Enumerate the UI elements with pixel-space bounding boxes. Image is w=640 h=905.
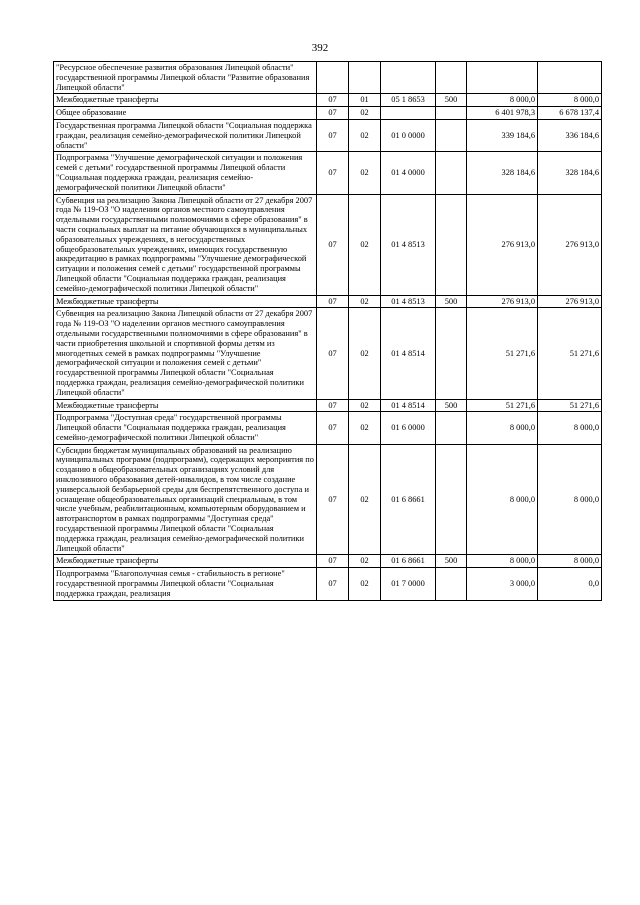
row-target-code: 01 4 8513 <box>381 295 436 308</box>
row-target-code: 01 7 0000 <box>381 568 436 600</box>
row-subsection: 02 <box>349 152 381 194</box>
row-expense-type <box>436 308 467 399</box>
row-section: 07 <box>317 94 349 107</box>
row-amount-2: 8 000,0 <box>538 412 602 444</box>
row-name: Субвенция на реализацию Закона Липецкой области от 27 декабря 2007 года № 119-ОЗ "О наделении органов местного самоуправления отдельными государственными полномочиями в сфере образования" в части социальных выплат на питание обучающихся в муниципальных образовательных учреждениях, в негосударственных общеобразовательных учреждениях, имеющих государственную аккредитацию в рамках подпрограммы "Улучшение демографической ситуации и положения семей с детьми" государственной программы Липецкой области "Социальная поддержка граждан, реализация семейно-демографической политики Липецкой области" <box>54 194 317 295</box>
row-subsection: 02 <box>349 119 381 151</box>
row-expense-type <box>436 119 467 151</box>
row-amount-2: 328 184,6 <box>538 152 602 194</box>
row-amount-1: 328 184,6 <box>467 152 538 194</box>
row-amount-2: 51 271,6 <box>538 399 602 412</box>
row-section: 07 <box>317 412 349 444</box>
row-name: Субвенция на реализацию Закона Липецкой области от 27 декабря 2007 года № 119-ОЗ "О наделении органов местного самоуправления отдельными государственными полномочиями в сфере образования" в части приобретения школьной и спортивной формы детям из многодетных семей в рамках подпрограммы "Улучшение демографической ситуации и положения семей с детьми" государственной программы Липецкой области "Социальная поддержка граждан, реализация семейно-демографической политики Липецкой области" <box>54 308 317 399</box>
row-name: Подпрограмма "Благополучная семья - стабильность в регионе" государственной программы Липецкой области "Социальная поддержка граждан, реализация <box>54 568 317 600</box>
row-name: Субсидии бюджетам муниципальных образований на реализацию муниципальных программ (подпрограмм), содержащих мероприятия по созданию в общеобразовательных организациях условий для инклюзивного образования детей-инвалидов, в том числе создание универсальной безбарьерной среды для беспрепятственного доступа и оснащение общеобразовательных организаций специальным, в том числе учебным, реабилитационным, компьютерным оборудованием и автотранспортом в рамках подпрограммы "Доступная среда" государственной программы Липецкой области "Социальная поддержка граждан, реализация семейно-демографической политики Липецкой области" <box>54 444 317 555</box>
row-amount-1 <box>467 62 538 94</box>
table-row <box>54 308 602 399</box>
row-section: 07 <box>317 308 349 399</box>
row-target-code: 01 4 8513 <box>381 194 436 295</box>
row-expense-type: 500 <box>436 399 467 412</box>
row-amount-2: 276 913,0 <box>538 295 602 308</box>
row-target-code: 01 4 8514 <box>381 399 436 412</box>
row-name: Общее образование <box>54 107 317 120</box>
row-amount-1: 8 000,0 <box>467 444 538 555</box>
row-name: Межбюджетные трансферты <box>54 295 317 308</box>
row-amount-1: 51 271,6 <box>467 399 538 412</box>
table-row <box>54 555 602 568</box>
row-amount-2: 0,0 <box>538 568 602 600</box>
row-subsection: 02 <box>349 295 381 308</box>
table-row <box>54 444 602 555</box>
row-amount-2: 8 000,0 <box>538 444 602 555</box>
row-target-code: 05 1 8653 <box>381 94 436 107</box>
row-subsection: 02 <box>349 194 381 295</box>
row-target-code: 01 0 0000 <box>381 119 436 151</box>
row-expense-type: 500 <box>436 295 467 308</box>
row-amount-1: 51 271,6 <box>467 308 538 399</box>
row-subsection: 02 <box>349 444 381 555</box>
row-section: 07 <box>317 194 349 295</box>
row-section <box>317 62 349 94</box>
table-row <box>54 107 602 120</box>
row-expense-type <box>436 152 467 194</box>
row-section: 07 <box>317 119 349 151</box>
row-target-code: 01 4 8514 <box>381 308 436 399</box>
row-expense-type <box>436 194 467 295</box>
row-amount-2: 6 678 137,4 <box>538 107 602 120</box>
row-amount-1: 339 184,6 <box>467 119 538 151</box>
row-expense-type <box>436 107 467 120</box>
row-subsection: 02 <box>349 412 381 444</box>
row-section: 07 <box>317 444 349 555</box>
row-name: Межбюджетные трансферты <box>54 399 317 412</box>
row-expense-type <box>436 444 467 555</box>
row-name: Межбюджетные трансферты <box>54 555 317 568</box>
row-section: 07 <box>317 152 349 194</box>
row-subsection: 02 <box>349 568 381 600</box>
row-subsection: 01 <box>349 94 381 107</box>
row-section: 07 <box>317 555 349 568</box>
row-name: Межбюджетные трансферты <box>54 94 317 107</box>
row-name: Государственная программа Липецкой области "Социальная поддержка граждан, реализация семейно-демографической политики Липецкой области" <box>54 119 317 151</box>
table-body <box>54 62 602 601</box>
row-amount-1: 276 913,0 <box>467 194 538 295</box>
row-amount-2: 336 184,6 <box>538 119 602 151</box>
row-target-code: 01 6 8661 <box>381 444 436 555</box>
table-row <box>54 194 602 295</box>
row-amount-2: 8 000,0 <box>538 94 602 107</box>
row-target-code: 01 4 0000 <box>381 152 436 194</box>
row-amount-1: 8 000,0 <box>467 94 538 107</box>
row-subsection: 02 <box>349 308 381 399</box>
row-target-code: 01 6 8661 <box>381 555 436 568</box>
row-target-code <box>381 62 436 94</box>
row-expense-type <box>436 412 467 444</box>
row-subsection: 02 <box>349 555 381 568</box>
row-expense-type <box>436 62 467 94</box>
table-row <box>54 94 602 107</box>
row-amount-1: 8 000,0 <box>467 555 538 568</box>
row-name: "Ресурсное обеспечение развития образования Липецкой области" государственной программы Липецкой области "Развитие образования Липецкой области" <box>54 62 317 94</box>
budget-table <box>53 61 602 601</box>
row-amount-1: 8 000,0 <box>467 412 538 444</box>
row-target-code <box>381 107 436 120</box>
table-row <box>54 152 602 194</box>
row-amount-2 <box>538 62 602 94</box>
row-amount-2: 8 000,0 <box>538 555 602 568</box>
table-row <box>54 568 602 600</box>
page-number: 392 <box>311 42 329 54</box>
table-row <box>54 295 602 308</box>
row-amount-2: 51 271,6 <box>538 308 602 399</box>
row-amount-1: 276 913,0 <box>467 295 538 308</box>
table-row <box>54 62 602 94</box>
row-name: Подпрограмма "Доступная среда" государственной программы Липецкой области "Социальная поддержка граждан, реализация семейно-демографической политики Липецкой области" <box>54 412 317 444</box>
row-subsection <box>349 62 381 94</box>
row-section: 07 <box>317 295 349 308</box>
row-section: 07 <box>317 107 349 120</box>
row-amount-2: 276 913,0 <box>538 194 602 295</box>
row-amount-1: 3 000,0 <box>467 568 538 600</box>
row-section: 07 <box>317 399 349 412</box>
row-name: Подпрограмма "Улучшение демографической ситуации и положения семей с детьми" государственной программы Липецкой области "Социальная поддержка граждан, реализация семейно-демографической политики Липецкой области" <box>54 152 317 194</box>
row-target-code: 01 6 0000 <box>381 412 436 444</box>
row-subsection: 02 <box>349 107 381 120</box>
row-subsection: 02 <box>349 399 381 412</box>
row-expense-type <box>436 568 467 600</box>
row-expense-type: 500 <box>436 555 467 568</box>
row-section: 07 <box>317 568 349 600</box>
row-amount-1: 6 401 978,3 <box>467 107 538 120</box>
row-expense-type: 500 <box>436 94 467 107</box>
table-row <box>54 399 602 412</box>
table-row <box>54 119 602 151</box>
table-row <box>54 412 602 444</box>
